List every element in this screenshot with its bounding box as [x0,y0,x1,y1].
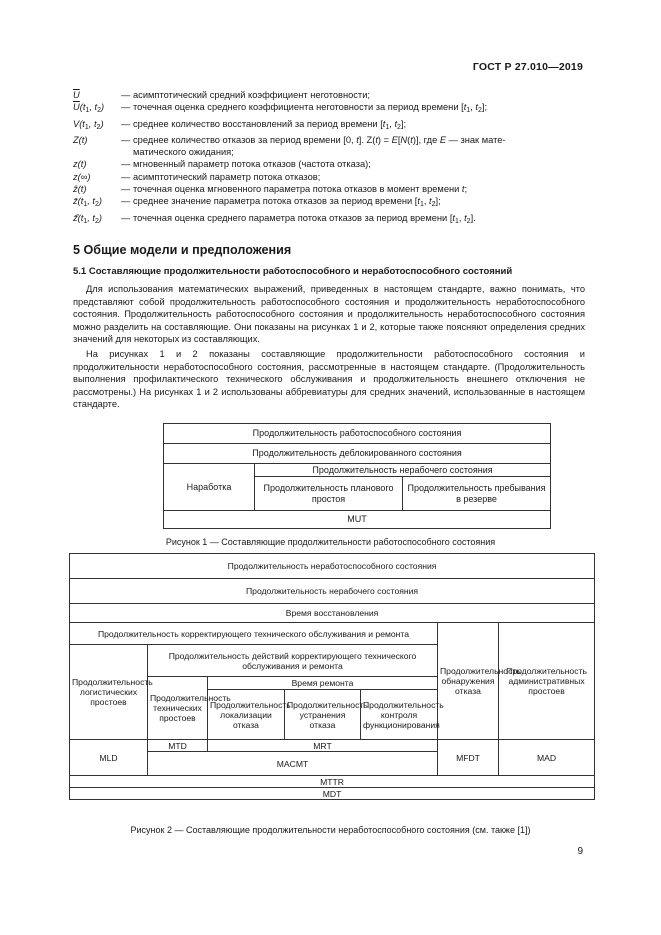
mtd-cell: MTD [148,740,208,752]
subsection-title: 5.1 Составляющие продолжительности работоспособного и неработоспособного состояний [73,266,513,277]
mld-cell: MLD [70,740,148,776]
paragraph-1: Для использования математических выражений, приведенных в настоящем стандарте, важно понимать, что представляют собой продолжительность работоспособного состояния и продолжительность неработоспособного состояния. Продолжительность работоспособного состояния и продолжительность неработоспособного состояния можно разделить на составляющие. Они показаны на рисунках 1 и 2, которые также поясняют определения средних значений для некоторых из составляющих. [73,284,585,344]
dash: — [121,134,131,145]
dash: — [121,171,131,182]
symbol: $U(t_1$, $t_2$) [73,102,105,115]
figure-1-caption: Рисунок 1 — Составляющие продолжительности работоспособного состояния [165,537,496,547]
symbol: z(∞) [73,171,91,182]
figure-1-diagram [163,423,551,529]
uptime-cell: Продолжительность работоспособного состояния [164,424,551,444]
enabled-time-cell: Продолжительность деблокированного состояния [164,444,551,464]
symbol-description: среднее количество отказов за период времени [0, t]. Z(t) = E[N(t)], где E — знак мате- [133,134,506,145]
symbol-row [73,134,585,146]
symbol: ẑ(t) [73,184,87,195]
standby-time-cell: Продолжительность пребывания в резерве [403,477,551,511]
symbol-description: асимптотический параметр потока отказов; [133,171,321,182]
non-operating-time-cell: Продолжительность нерабочего состояния [255,464,551,477]
macmt-cell: MACMT [148,752,438,776]
symbol-list [73,89,585,228]
symbol-desc-continuation: матического ожидания; [133,147,234,158]
document-id: ГОСТ Р 27.010—2019 [472,61,583,73]
symbol-row [73,101,585,117]
function-check-cell: Продолжительность контроля функционирования [361,690,438,740]
restoration-time-cell: Время восстановления [70,604,595,623]
symbol: $z̄(t_1$, $t_2$) [73,196,102,209]
repair-time-cell: Время ремонта [208,677,438,690]
symbol-description: мгновенный параметр потока отказов (частота отказа); [133,159,371,170]
mttr-cell: MTTR [70,776,595,788]
symbol-row [73,183,585,195]
symbol-row [73,158,585,170]
figure-2-diagram [69,553,595,800]
symbol-description: среднее значение параметра потока отказов за период времени [$t_1$, $t_2$]; [133,196,441,209]
symbol-row [73,171,585,183]
symbol-description: точечная оценка среднего параметра потока отказов за период времени [$t_1$, $t_2$]. [133,212,476,225]
fault-detection-cell: Продолжительность обнаружения отказа [438,623,499,740]
symbol-row [73,195,585,211]
mfdt-cell: MFDT [438,740,499,776]
active-corrective-cell: Продолжительность действий корректирующего технического обслуживания и ремонта [148,645,438,677]
logistic-delay-cell: Продолжительность логистических простоев [70,645,148,740]
fault-correction-cell: Продолжительность устранения отказа [285,690,361,740]
symbol-description: точечная оценка мгновенного параметра потока отказов в момент времени t; [133,184,468,195]
dash: — [121,118,131,129]
fault-localization-cell: Продолжительность локализации отказа [208,690,285,740]
downtime-cell: Продолжительность неработоспособного состояния [70,554,595,579]
non-operating-cell: Продолжительность нерабочего состояния [70,579,595,604]
dash: — [121,184,131,195]
symbol: z(t) [73,159,87,170]
dash: — [121,196,131,207]
technical-delay-cell: Продолжительность технических простоев [148,677,208,740]
symbol: $\overline{U}$ [73,90,80,100]
corrective-maintenance-cell: Продолжительность корректирующего технического обслуживания и ремонта [70,623,438,645]
paragraph-2: На рисунках 1 и 2 показаны составляющие продолжительности работоспособного состояния и продолжительности неработоспособного состояния, рассмотренные в настоящем стандарте. (Продолжительность выполнения профилактического технического обслуживания и продолжительность внешнего отключения не рассмотрены.) На рисунках 1 и 2 использованы аббревиатуры для средних значений, использованные в настоящем стандарте. [73,349,585,409]
symbol: $z̄̂(t_1$, $t_2$) [73,212,102,225]
section-title: 5 Общие модели и предположения [73,243,292,257]
mrt-cell: MRT [208,740,438,752]
dash: — [121,90,131,100]
symbol-row [73,118,585,134]
symbol: $V(t_1$, $t_2$) [73,118,104,131]
figure-2-caption: Рисунок 2 — Составляющие продолжительности неработоспособного состояния (см. также [1]) [130,825,531,835]
symbol: Z(t) [73,134,88,145]
planned-downtime-cell: Продолжительность планового простоя [255,477,403,511]
dash: — [121,212,131,223]
operating-time-cell: Наработка [164,464,255,511]
dash: — [121,102,131,113]
mut-cell: MUT [164,511,551,529]
page-number: 9 [577,846,583,857]
dash: — [121,159,131,170]
mad-cell: MAD [499,740,595,776]
symbol-row [73,89,585,101]
symbol-description: среднее количество восстановлений за период времени [$t_1$, $t_2$]; [133,118,407,131]
admin-delay-cell: Продолжительность административных простоев [499,623,595,740]
symbol-description: асимптотический средний коэффициент неготовности; [133,90,370,100]
symbol-row [73,212,585,228]
symbol-description: точечная оценка среднего коэффициента неготовности за период времени [$t_1$, $t_2$]; [133,102,488,115]
mdt-cell: MDT [70,788,595,800]
